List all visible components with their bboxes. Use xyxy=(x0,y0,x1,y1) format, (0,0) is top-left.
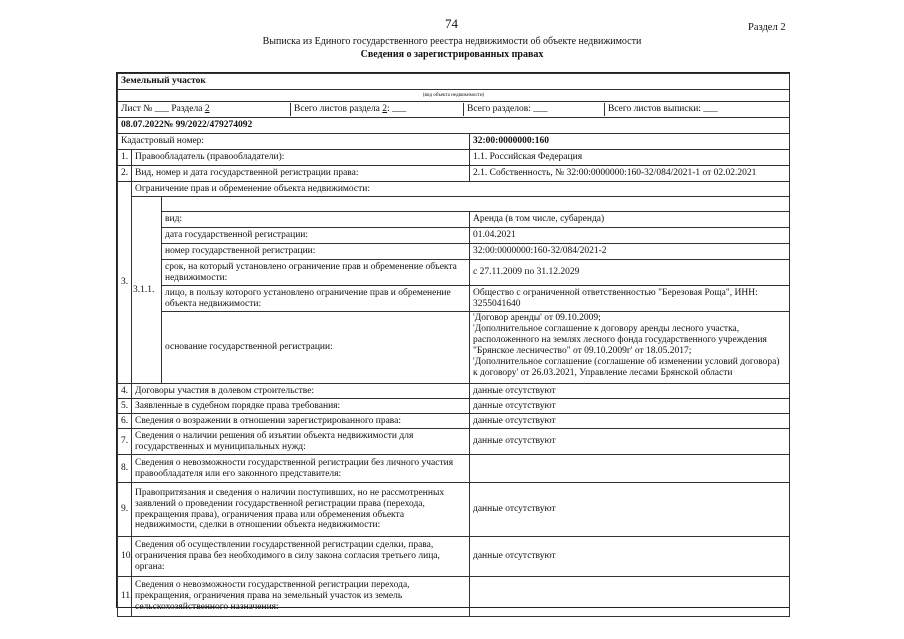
row-number: 11. xyxy=(118,577,132,617)
row-value: данные отсутствуют xyxy=(470,384,790,399)
row-number: 10. xyxy=(118,537,132,577)
row-5 xyxy=(118,399,790,414)
row-value: данные отсутствуют xyxy=(470,414,790,429)
row-4 xyxy=(118,384,790,399)
row-value: данные отсутствуют xyxy=(470,429,790,455)
row-number: 6. xyxy=(118,414,132,429)
extract-date-number: 08.07.2022№ 99/2022/479274092 xyxy=(118,118,790,134)
row-label: Сведения о невозможности государственной регистрации перехода, прекращения, ограничения права на земельный участок из земель сельскохозяйственного назначения: xyxy=(132,577,470,617)
row-value: данные отсутствуют xyxy=(470,483,790,537)
extract-table xyxy=(117,73,790,617)
row-label: Вид, номер и дата государственной регистрации права: xyxy=(132,166,470,182)
item-label: дата государственной регистрации: xyxy=(162,228,470,244)
basis-line: 'Дополнительное соглашение к договору аренды лесного участка, расположенного на землях лесного фонда государственного учреждения "Брянское лесничество" от 09.10.2009г' от 18.05.2017; xyxy=(473,323,767,356)
row-7 xyxy=(118,429,790,455)
extract-table-frame xyxy=(116,72,790,612)
row-label: Сведения о наличии решения об изъятии объекта недвижимости для государственных и муниципальных нужд: xyxy=(132,429,470,455)
total-sheets-section-num: 2 xyxy=(382,104,388,115)
section-label: Раздел 2 xyxy=(748,22,786,33)
cadastral-number: 32:00:0000000:160 xyxy=(470,134,790,150)
basis-label: основание государственной регистрации: xyxy=(162,312,470,384)
row-label: Сведения об осуществлении государственной регистрации сделки, права, ограничения права без необходимого в силу закона согласия третьего лица, органа: xyxy=(132,537,470,577)
row-9 xyxy=(118,483,790,537)
encumbrance-item xyxy=(118,244,790,260)
document-title: Выписка из Единого государственного реестра недвижимости об объекте недвижимости xyxy=(262,36,642,47)
sub-number: 1.1. xyxy=(473,152,488,163)
page-number: 74 xyxy=(445,16,458,31)
row-value: Российская Федерация xyxy=(489,152,583,163)
encumbrance-item xyxy=(118,286,790,312)
row-number: 5. xyxy=(118,399,132,414)
row-2 xyxy=(118,166,790,182)
row-value xyxy=(470,577,790,617)
total-sheets-section-suffix: : ___ xyxy=(387,104,407,115)
sheet-label: Лист № ___ Раздела xyxy=(121,104,203,115)
row-number: 4. xyxy=(118,384,132,399)
row-number: 8. xyxy=(118,455,132,483)
row-3-header xyxy=(118,182,790,197)
total-sheets-section-label: Всего листов раздела xyxy=(294,104,380,115)
total-sections: Всего разделов: ___ xyxy=(464,103,605,116)
encumbrance-item xyxy=(118,228,790,244)
item-label: лицо, в пользу которого установлено ограничение прав и обременение объекта недвижимости: xyxy=(162,286,470,312)
item-value: 32:00:0000000:160-32/084/2021-2 xyxy=(470,244,790,260)
row-number: 1. xyxy=(118,150,132,166)
row-1 xyxy=(118,150,790,166)
basis-line: 'Договор аренды' от 09.10.2009; xyxy=(473,313,601,323)
item-label: срок, на который установлено ограничение прав и обременение объекта недвижимости: xyxy=(162,260,470,286)
basis-line: 'Дополнительное соглашение (соглашение об изменении условий договора) к договору' от 26.03.2021, Управление лесами Брянской области xyxy=(473,356,780,378)
row-3-sub-header xyxy=(118,197,790,212)
encumbrance-item xyxy=(118,260,790,286)
row-label: Заявленные в судебном порядке права требования: xyxy=(132,399,470,414)
sub-number: 3.1.1. xyxy=(132,197,162,384)
row-8 xyxy=(118,455,790,483)
row-value: данные отсутствуют xyxy=(470,537,790,577)
row-number: 7. xyxy=(118,429,132,455)
row-label: Правообладатель (правообладатели): xyxy=(132,150,470,166)
cadastral-label: Кадастровый номер: xyxy=(118,134,470,150)
item-value: с 27.11.2009 по 31.12.2029 xyxy=(470,260,790,286)
row-11 xyxy=(118,577,790,617)
row-value: Собственность, № 32:00:0000000:160-32/084/2021-1 от 02.02.2021 xyxy=(489,168,757,179)
item-value: Общество с ограниченной ответственностью "Березовая Роща", ИНН: 3255041640 xyxy=(470,286,790,312)
sheet-info-row xyxy=(118,103,789,116)
row-label: Сведения о возражении в отношении зарегистрированного права: xyxy=(132,414,470,429)
total-sheets-extract: Всего листов выписки: ___ xyxy=(608,104,718,115)
item-value: 01.04.2021 xyxy=(470,228,790,244)
row-value: данные отсутствуют xyxy=(470,399,790,414)
item-label: номер государственной регистрации: xyxy=(162,244,470,260)
row-number: 2. xyxy=(118,166,132,182)
row-label: Сведения о невозможности государственной регистрации без личного участия правообладателя или его законного представителя: xyxy=(132,455,470,483)
document-subtitle: Сведения о зарегистрированных правах xyxy=(360,49,544,60)
row-label: Договоры участия в долевом строительстве: xyxy=(132,384,470,399)
encumbrance-item xyxy=(118,212,790,228)
row-label: Правопритязания и сведения о наличии поступивших, но не рассмотренных заявлений о проведении государственной регистрации права (перехода, прекращения права), ограничения права или обременения объекта недвижимости, сделки в отношении объекта недвижимости: xyxy=(132,483,470,537)
item-label: вид: xyxy=(162,212,470,228)
row-value xyxy=(470,455,790,483)
row-label: Ограничение прав и обременение объекта недвижимости: xyxy=(132,182,790,197)
sheet-section-num: 2 xyxy=(204,104,210,115)
row-number: 3. xyxy=(118,182,132,384)
object-type: Земельный участок xyxy=(118,74,790,90)
object-type-caption: (вид объекта недвижимости) xyxy=(118,90,790,102)
sub-number: 2.1. xyxy=(473,168,488,179)
row-10 xyxy=(118,537,790,577)
row-6 xyxy=(118,414,790,429)
row-number: 9. xyxy=(118,483,132,537)
item-value: Аренда (в том числе, субаренда) xyxy=(470,212,790,228)
encumbrance-basis xyxy=(118,312,790,384)
